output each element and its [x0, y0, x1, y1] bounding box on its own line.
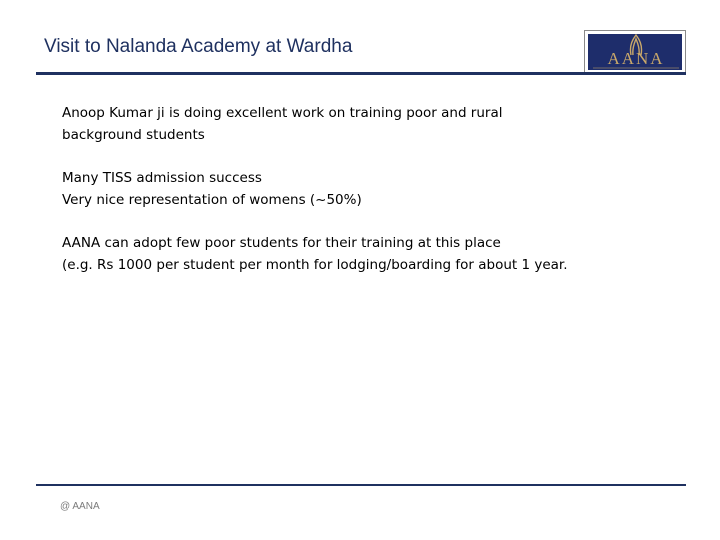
paragraph-2	[62, 168, 682, 211]
paragraph-line: AANA can adopt few poor students for their training at this place	[62, 235, 501, 251]
paragraph-line: background students	[62, 126, 205, 143]
logo-emblem-icon	[585, 31, 687, 75]
paragraph-line: Very nice representation of womens (~50%)	[62, 191, 362, 208]
footer-divider	[36, 484, 686, 486]
paragraph-line: Many TISS admission success	[62, 170, 262, 186]
logo-text: AANA	[607, 49, 665, 68]
title-divider	[36, 72, 686, 75]
slide-body	[62, 103, 682, 298]
paragraph-3	[62, 233, 682, 276]
paragraph-line: (e.g. Rs 1000 per student per month for lodging/boarding for about 1 year.	[62, 256, 568, 273]
slide-title: Visit to Nalanda Academy at Wardha	[44, 36, 353, 57]
aana-logo	[584, 30, 686, 74]
footer-text: @ AANA	[60, 501, 100, 512]
paragraph-1	[62, 103, 682, 146]
paragraph-line: Anoop Kumar ji is doing excellent work on training poor and rural	[62, 105, 503, 121]
